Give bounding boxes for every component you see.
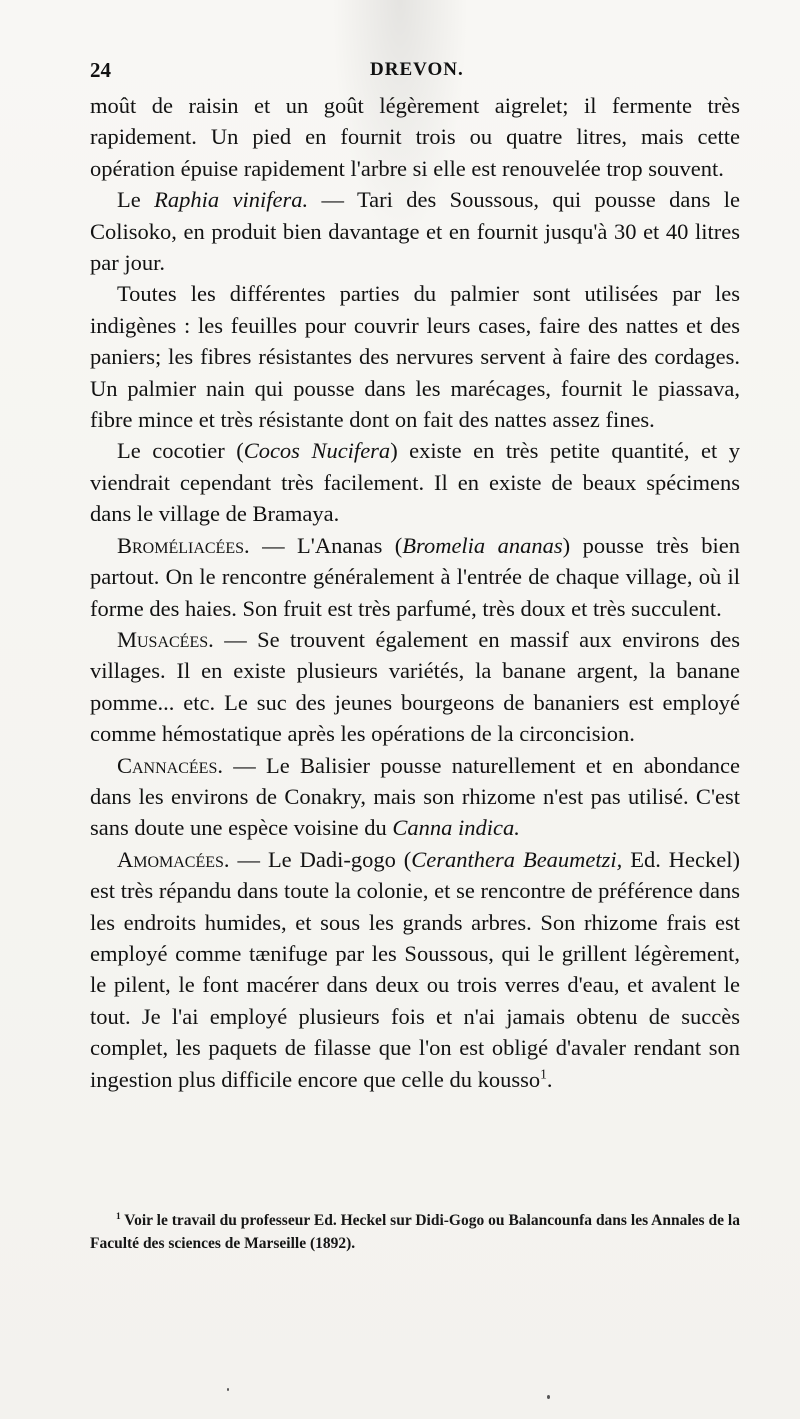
text-run: moût de raisin et un goût légèrement aigrelet; il fermente très rapidement. Un pied en fournit trois ou quatre litres, mais cette opération épuise rapidement l'arbre si elle est renouvelée trop souvent. (90, 93, 740, 181)
footnote-text: Voir le travail du professeur Ed. Heckel sur Didi-Gogo ou Balancounfa dans les Annales de la Faculté des sciences de Marseille (1892). (90, 1212, 740, 1252)
page-header (90, 58, 740, 88)
text-run: — Le Dadi-gogo ( (229, 846, 412, 872)
text-run: Toutes les différentes parties du palmier sont utilisées par les indigènes : les feuilles pour couvrir leurs cases, faire des nattes et des paniers; les fibres résistantes des nervures servent à faire des cordages. Un palmier nain qui pousse dans les marécages, fournit le piassava, fibre mince et très résistante dont on fait des nattes assez fines. (90, 281, 740, 433)
footnote-reference: 1 (540, 1066, 547, 1082)
body-paragraph (90, 435, 740, 529)
text-run: ) existe en très petite quantité, et y viendrait cependant très facilement. Il en existe de beaux spécimens dans le village de Bramaya. (90, 438, 740, 527)
body-text (90, 90, 740, 1095)
body-paragraph (90, 844, 740, 1095)
footnote (90, 1209, 740, 1255)
text-run: — L'Ananas ( (249, 532, 403, 558)
section-label: Amomacées. (117, 846, 230, 872)
ink-speck (227, 1388, 229, 1391)
body-paragraph (90, 750, 740, 844)
footnote-marker: 1 (116, 1211, 121, 1222)
body-paragraph (90, 278, 740, 435)
text-run: — Le Balisier pousse naturellement et en abondance dans les environs de Conakry, mais son rhizome n'est pas utilisé. C'est sans doute une espèce voisine du (90, 752, 740, 841)
text-run: — Tari des Soussous, qui pousse dans le Colisoko, en produit bien davantage et en fournit jusqu'à 30 et 40 litres par jour. (90, 187, 740, 276)
text-run: — Se trouvent également en massif aux environs des villages. Il en existe plusieurs variétés, la banane argent, la banane pomme... etc. Le suc des jeunes bourgeons de bananiers est employé comme hémostatique après les opérations de la circoncision. (90, 626, 740, 747)
section-label: Broméliacées. (117, 532, 250, 558)
body-paragraph (90, 184, 740, 278)
italic-term: Bromelia ananas (402, 532, 563, 558)
italic-term: Canna indica. (392, 815, 520, 841)
text-run: Le cocotier ( (117, 438, 244, 464)
text-run: ) pousse très bien partout. On le rencontre généralement à l'entrée de chaque village, où il forme des haies. Son fruit est très parfumé, très doux et très succulent. (90, 532, 740, 621)
section-label: Musacées. (117, 626, 214, 652)
italic-term: Cocos Nucifera (243, 438, 391, 464)
body-paragraph (90, 530, 740, 624)
footnote-paragraph (90, 1209, 740, 1255)
section-label: Cannacées. (117, 752, 223, 778)
body-paragraph (90, 90, 740, 184)
text-run: . (546, 1066, 553, 1092)
body-paragraph (90, 624, 740, 750)
text-run: Le (117, 187, 155, 213)
italic-term: Ceranthera Beaumetzi, (411, 846, 623, 872)
italic-term: Raphia vinifera. (154, 187, 309, 213)
ink-speck (547, 1395, 550, 1399)
text-run: Ed. Heckel) est très répandu dans toute la colonie, et se rencontre de préférence dans les endroits humides, et sous les grands arbres. Son rhizome frais est employé comme tænifuge par les Soussous, qui le grillent légèrement, le pilent, le font macérer dans deux ou trois verres d'eau, et avalent le tout. Je l'ai employé plusieurs fois et n'ai jamais obtenu de succès complet, les paquets de filasse que l'on est obligé d'avaler rendant son ingestion plus difficile encore que celle du kousso (90, 846, 740, 1092)
page-number: 24 (90, 58, 111, 82)
running-head: DREVON. (370, 59, 464, 80)
